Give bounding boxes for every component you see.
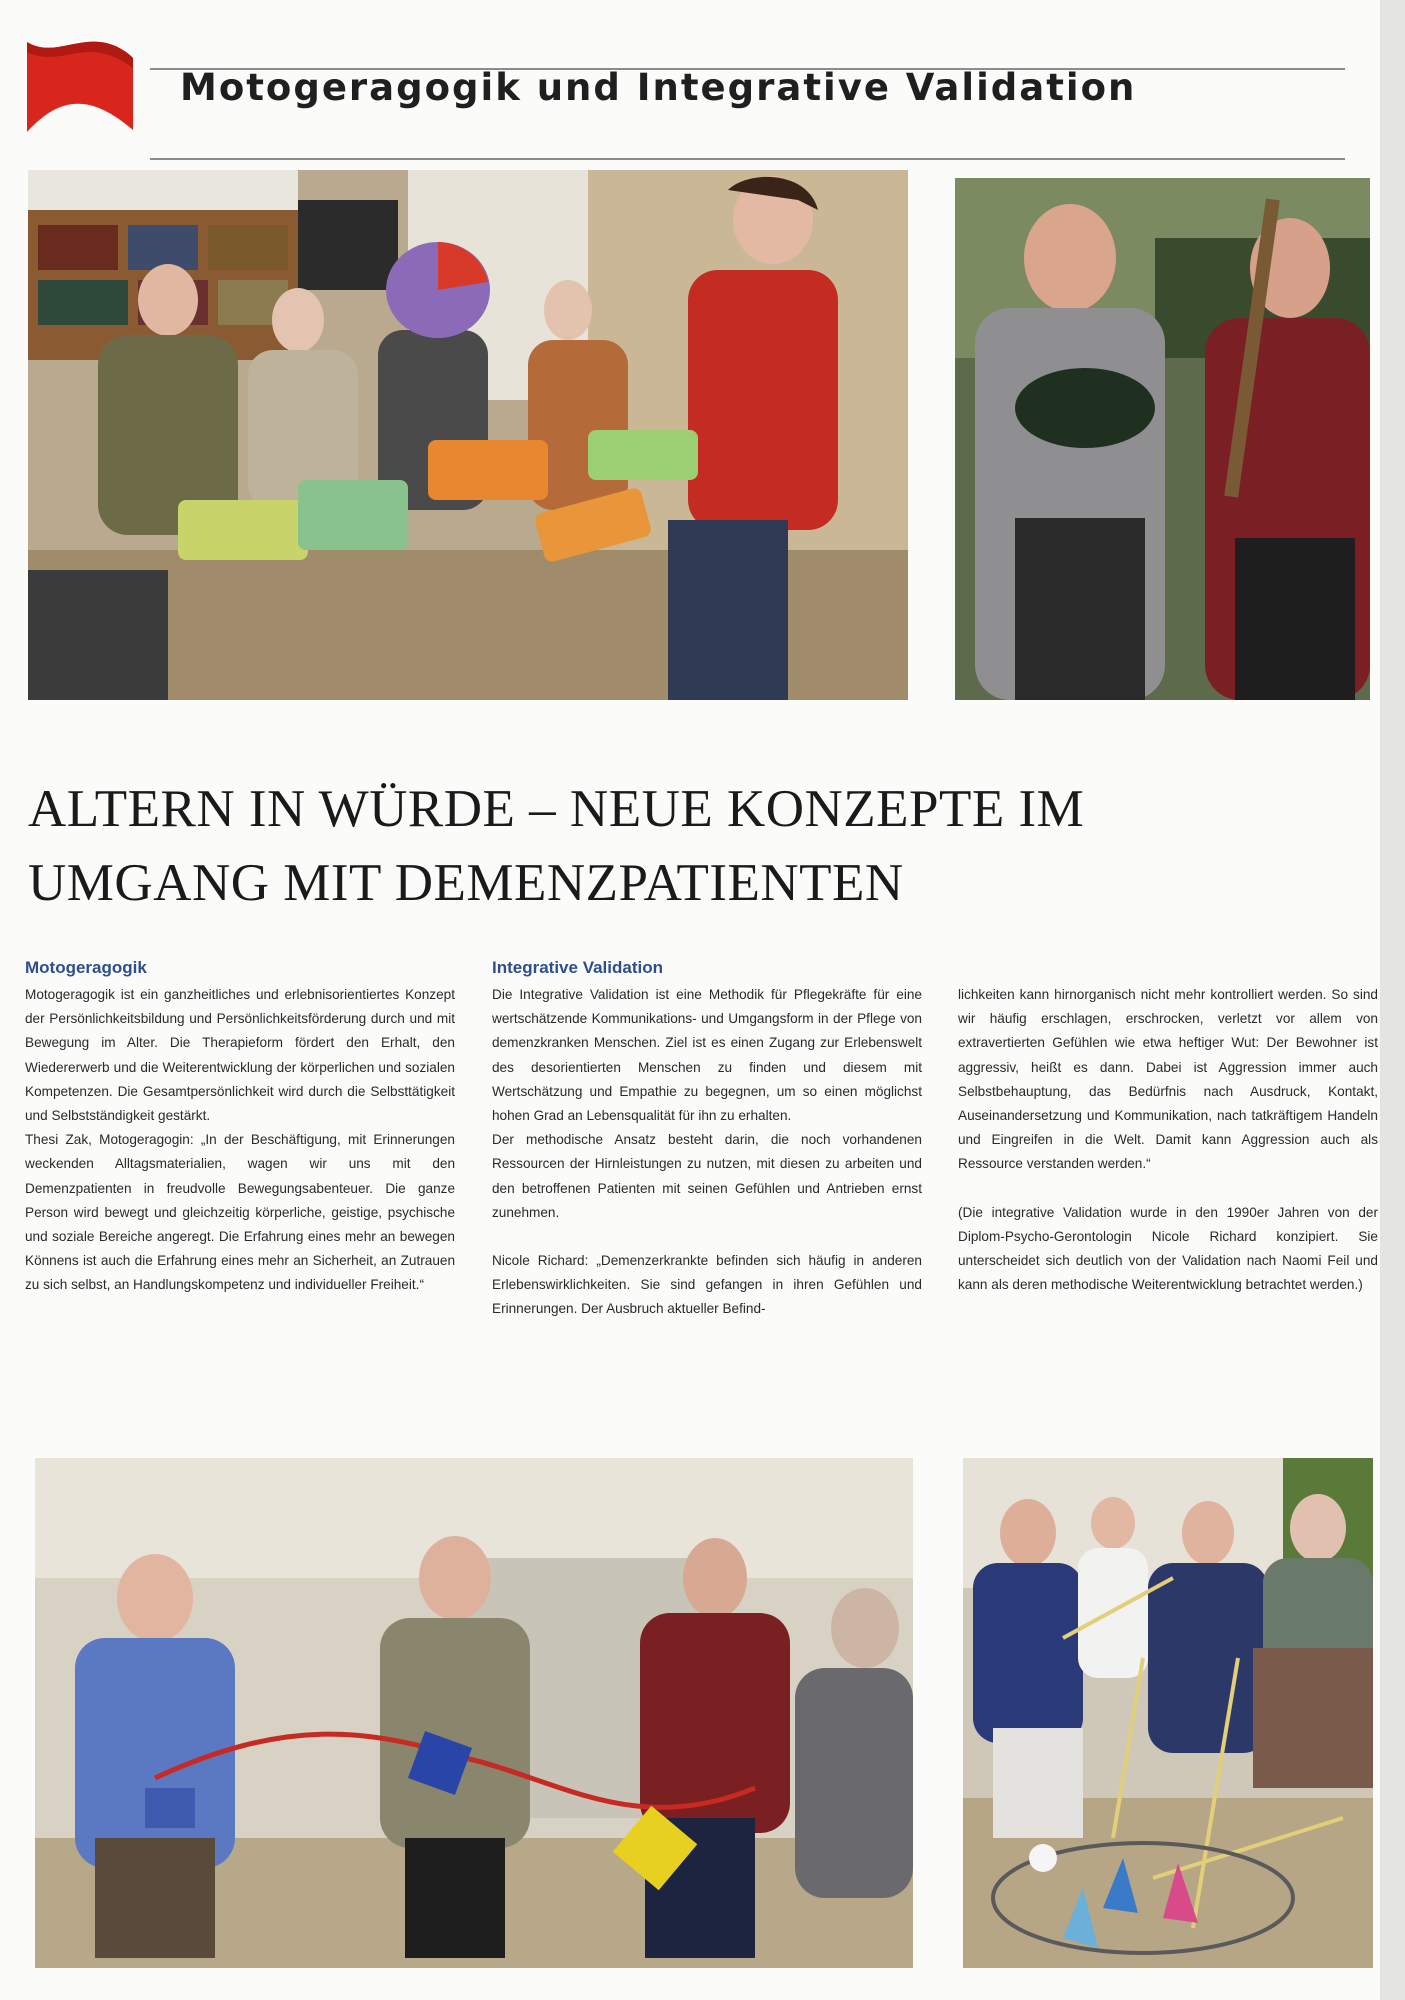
photo-two-men bbox=[955, 178, 1370, 700]
photo-ball-game bbox=[28, 170, 908, 700]
paragraph: Motogeragogik ist ein ganzheitliches und erlebnisorientiertes Konzept der Persönlichkeitsbildung und Persönlichkeitsförderung durch und mit Bewegung im Alter. Die Therapieform fördert den Erhalt, den Wiedererwerb und die Weiterentwicklung der körperlichen und sozialen Kompetenzen. Die Gesamtpersönlichkeit wird durch die Selbsttätigkeit und Selbstständigkeit gestärkt. bbox=[25, 987, 455, 1124]
column-heading: Integrative Validation bbox=[492, 958, 663, 977]
paragraph: (Die integrative Validation wurde in den 1990er Jahren von der Diplom-Psycho-Gerontologin Nicole Richard konzipiert. Sie unterscheidet sich deutlich von der Validation nach Naomi Feil und kann als deren methodische Weiterentwicklung betrachtet werden.) bbox=[958, 1204, 1378, 1293]
paragraph: Der methodische Ansatz besteht darin, die noch vorhandenen Ressourcen der Hirnleistungen zu nutzen, mit diesen zu arbeiten und den betroffenen Patienten mit seinen Gefühlen und Antrieben ernst zunehmen. bbox=[492, 1132, 922, 1220]
column-motogeragogik bbox=[25, 957, 455, 1298]
page-edge bbox=[1380, 0, 1405, 2000]
paragraph: Nicole Richard: „Demenzerkrankte befinden sich häufig in anderen Erlebenswirklichkeiten. Sie sind gefangen in ihren Gefühlen und Erinnerungen. Der Ausbruch aktueller Befind- bbox=[492, 1253, 922, 1317]
headline-line-1: ALTERN IN WÜRDE – NEUE KONZEPTE IM bbox=[28, 780, 1085, 838]
header-rule-bottom bbox=[150, 158, 1345, 160]
paragraph: Thesi Zak, Motogeragogin: „In der Beschäftigung, mit Erinnerungen weckenden Alltagsmaterialien, wagen wir uns mit den Demenzpatienten in freudvolle Bewegungsabenteuer. Die ganze Person wird bewegt und gleichzeitig körperliche, geistige, psychische und soziale Bereiche angeregt. Die Erfahrung eines mehr an bewegen Könnens ist auch die Erfahrung eines mehr an Sicherheit, an Zutrauen zu sich selbst, an Handlungskompetenz und individueller Freiheit.“ bbox=[25, 1132, 455, 1293]
paragraph: Die Integrative Validation ist eine Methodik für Pflegekräfte für eine wertschätzende Kommunikations- und Umgangsform in der Pflege von demenzkranken Menschen. Ziel ist es einen Zugang zur Erlebenswelt des desorientierten Menschen zu finden und diesem mit Wertschätzung und Empathie zu begegnen, um so einen möglichst hohen Grad an Lebensqualität für ihn zu erhalten. bbox=[492, 987, 922, 1124]
photo-rope-game bbox=[35, 1458, 913, 1968]
headline-line-2: UMGANG MIT DEMENZPATIENTEN bbox=[28, 854, 904, 912]
header-title: Motogeragogik und Integrative Validation bbox=[180, 66, 1137, 109]
column-integrative-validation bbox=[492, 957, 922, 1322]
photo-sticks-game bbox=[963, 1458, 1373, 1968]
paragraph: lichkeiten kann hirnorganisch nicht mehr kontrolliert werden. So sind wir häufig erschlagen, erschrocken, verletzt vor allem von extravertierten Gefühlen wie etwa heftiger Wut: Der Bewohner ist aggressiv, heißt es dann. Dabei ist Aggression immer auch Selbstbehauptung, das Bedürfnis nach Ausdruck, Kontakt, Auseinandersetzung und Kommunikation, nach tatkräftigem Handeln und Eingreifen in die Welt. Damit kann Aggression auch als Ressource verstanden werden.“ bbox=[958, 987, 1378, 1172]
main-headline bbox=[28, 772, 1328, 920]
column-continued bbox=[958, 983, 1378, 1297]
column-heading: Motogeragogik bbox=[25, 958, 147, 977]
flag-logo bbox=[25, 40, 135, 132]
